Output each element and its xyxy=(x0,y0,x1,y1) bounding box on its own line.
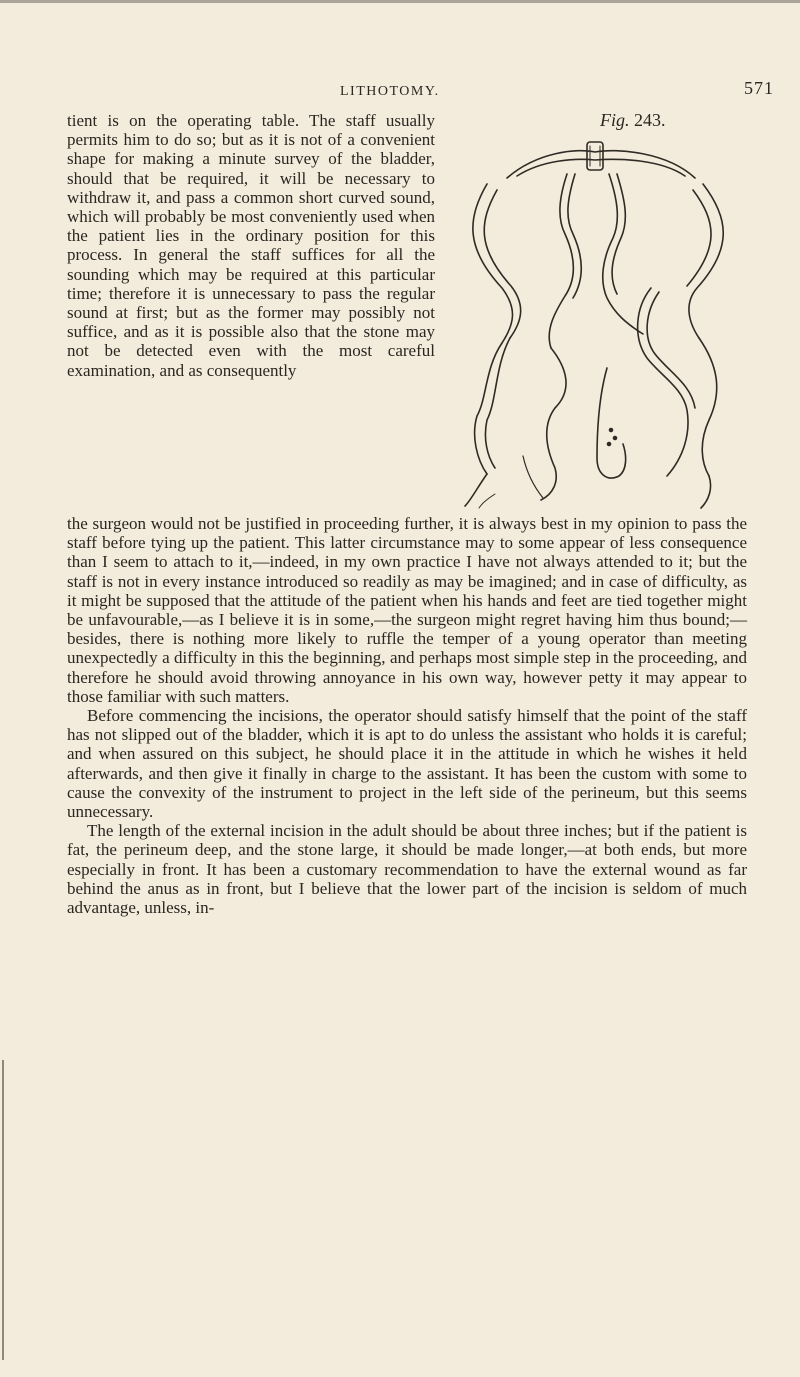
paragraph-1-continued: the surgeon would not be justified in proceeding further, it is always best in my opinion to pass the staff before tying up the patient. This latter circumstance may to some appear of less consequence than I seem to attach to it,—indeed, in my own practice I have not always attended to it; but the staff is not in every instance introduced so readily as may be imagined; and in case of difficulty, as it might be supposed that the attitude of the patient when his hands and feet are tied together might be unfavourable,—as I believe it is in some,—the surgeon might regret having him thus bound;—besides, there is nothing more likely to ruffle the temper of a young operator than meeting unexpectedly a difficulty in this the beginning, and perhaps most simple step in the proceeding, and therefore he should avoid throwing annoyance in his own way, however petty it may appear to those familiar with such matters. xyxy=(67,514,747,706)
right-sound-curve xyxy=(638,288,688,476)
figure-number: 243. xyxy=(634,110,666,130)
paragraph-3: The length of the external incision in the adult should be about three inches; but if the patient is fat, the perineum deep, and the stone large, it should be made longer,—at both ends, but more especially in front. It has been a customary recommendation to have the external wound as far behind the anus as in front, but I believe that the lower part of the incision is seldom of much advantage, unless, in- xyxy=(67,821,747,918)
surgical-staff-illustration xyxy=(447,138,752,518)
left-staff-outer xyxy=(473,184,513,343)
staff-handle xyxy=(587,142,603,170)
text-column-beside-figure xyxy=(67,111,435,380)
figure-label: Fig. xyxy=(600,110,630,130)
running-head: LITHOTOMY. xyxy=(340,84,440,99)
page-number: 571 xyxy=(744,78,774,98)
page-top-edge xyxy=(0,0,800,3)
top-arc xyxy=(507,151,695,178)
text-column-full-width xyxy=(67,514,747,917)
paragraph-1-wrapped: tient is on the operating table. The staff usually permits him to do so; but as it is not of a convenient shape for making a minute survey of the bladder, should that be required, it will be necessary to withdraw it, and pass a common short curved sound, which will probably be most conveniently used when the patient lies in the ordinary position for this process. In general the staff suffices for all the sounding which may be required at this particular time; therefore it is unnecessary to pass the regular sound at first; but as the former may possibly not suffice, and as it is possible also that the stone may not be detected even with the most careful examination, and as consequently xyxy=(67,111,435,380)
right-staff-outer xyxy=(689,184,723,338)
lower-sound xyxy=(597,368,626,478)
figure-caption xyxy=(600,110,666,131)
paragraph-2: Before commencing the incisions, the operator should satisfy himself that the point of the staff has not slipped out of the bladder, which it is apt to do unless the assistant who holds it is careful; and when assured on this subject, he should place it in the attitude in which he wishes it held afterwards, and then give it finally in charge to the assistant. It has been the custom with some to cause the convexity of the instrument to project in the left side of the perineum, but this seems unnecessary. xyxy=(67,706,747,822)
binding-shadow xyxy=(2,1060,4,1360)
left-staff-inner xyxy=(549,174,573,348)
